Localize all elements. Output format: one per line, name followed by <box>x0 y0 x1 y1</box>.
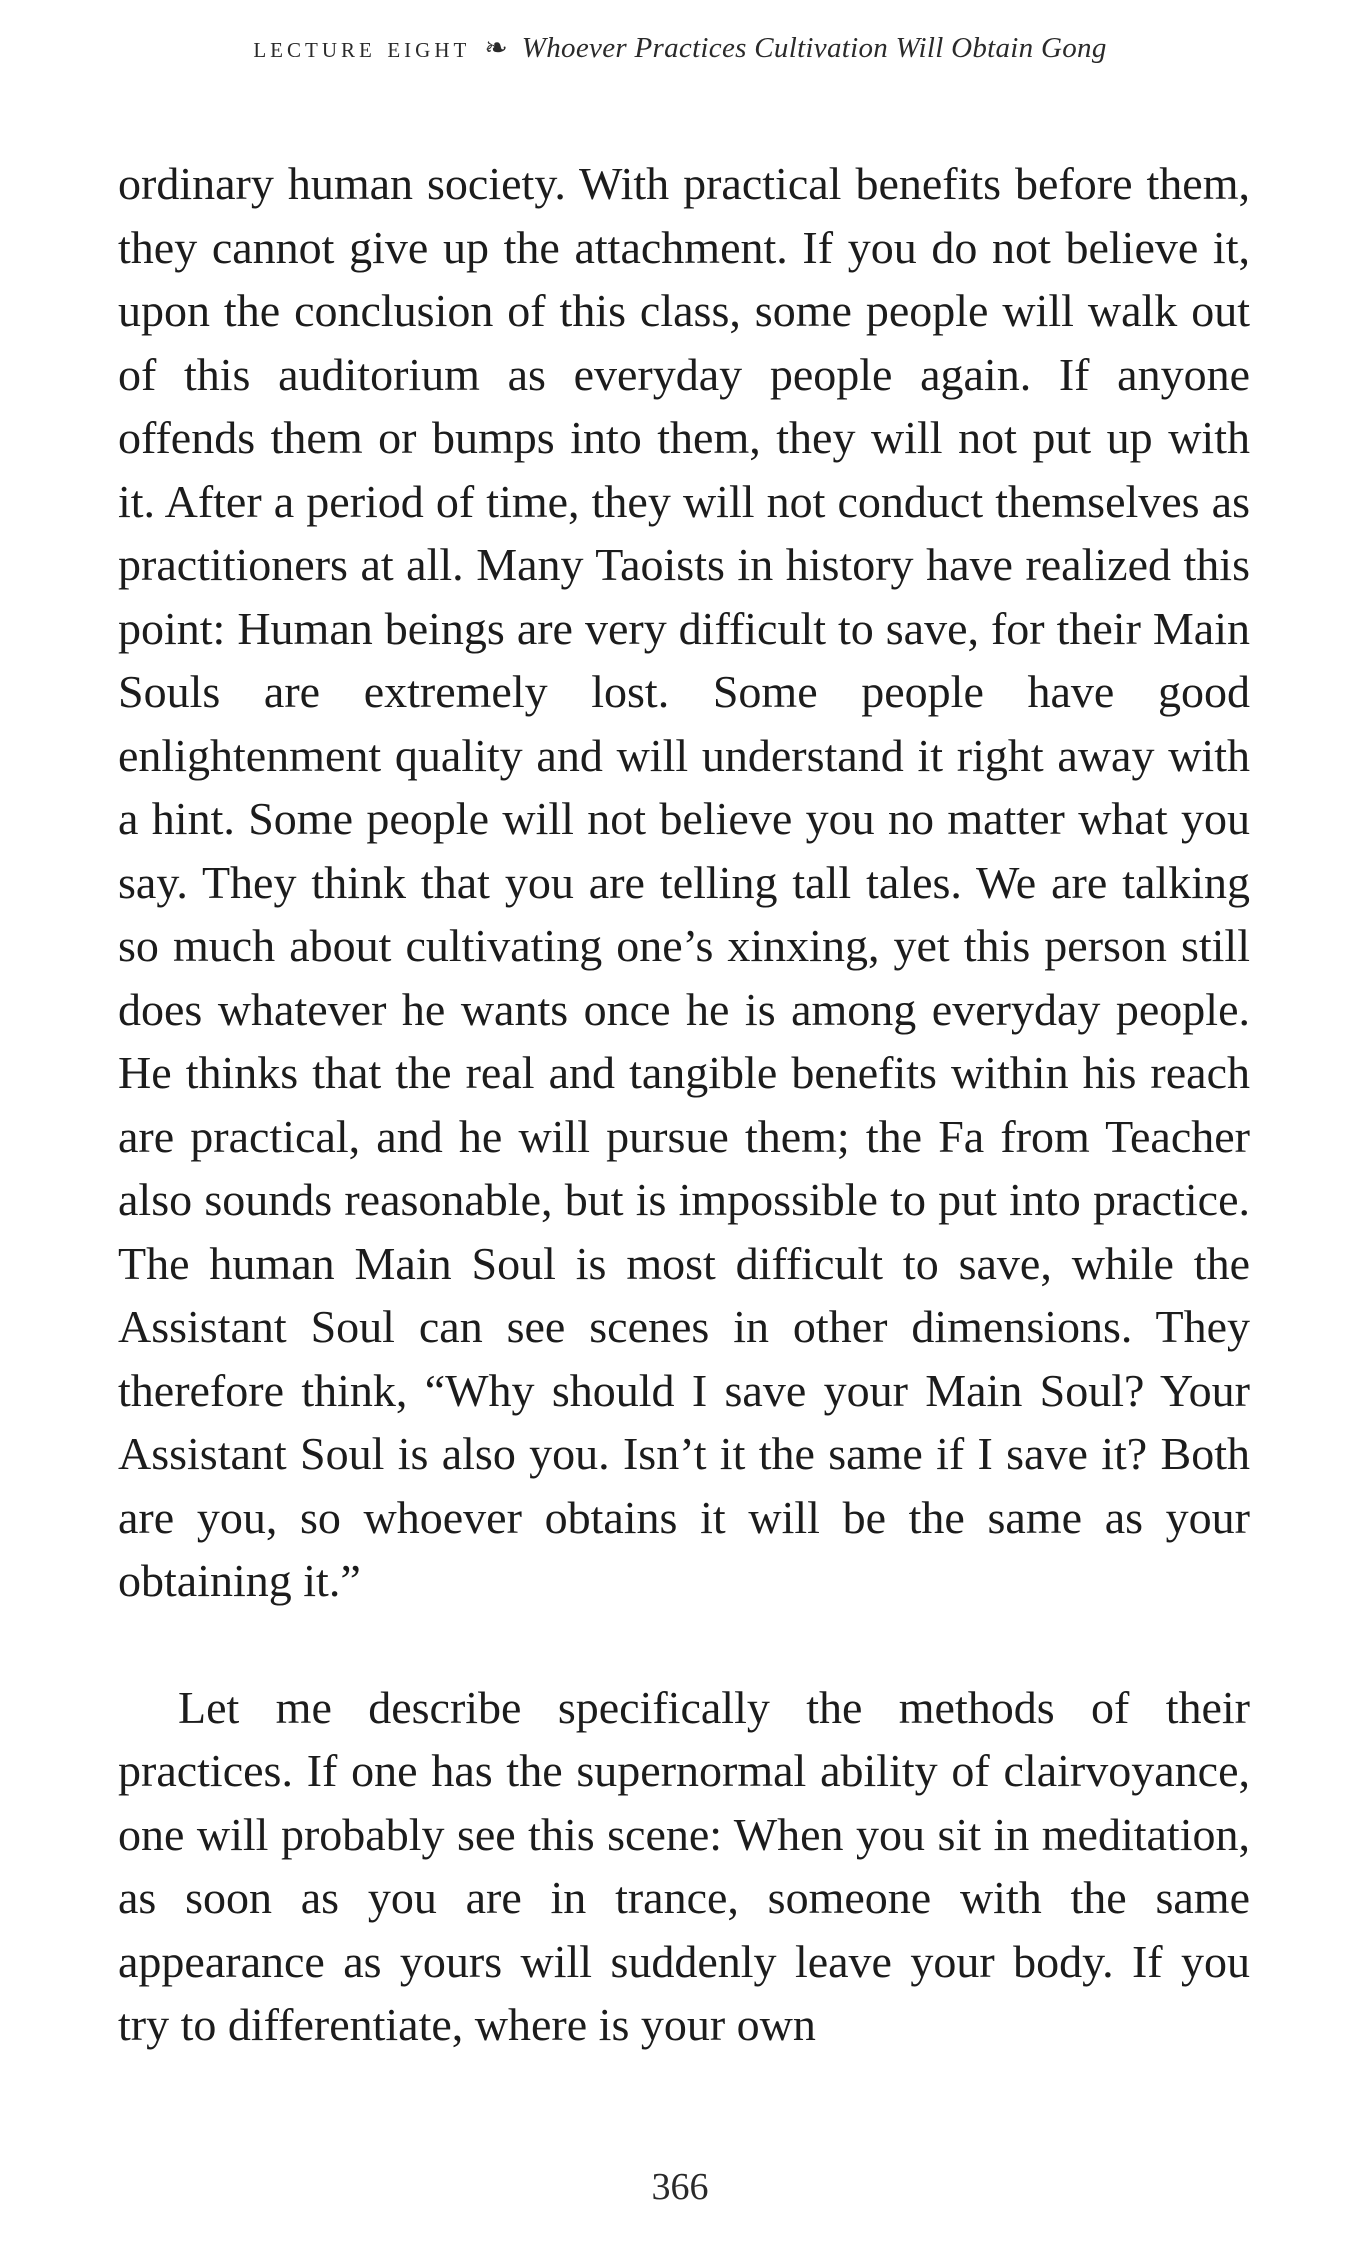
running-header <box>0 28 1360 69</box>
chapter-label: lecture eight <box>253 31 471 64</box>
paragraph-continued: ordinary human society. With practical benefits before them, they cannot give up the attachment. If you do not believe it, upon the conclusion of this class, some people will walk out of this auditorium as everyday people again. If anyone offends them or bumps into them, they will not put up with it. After a period of time, they will not conduct themselves as practitioners at all. Many Taoists in history have realized this point: Human beings are very difficult to save, for their Main Souls are extremely lost. Some people have good enlightenment quality and will understand it right away with a hint. Some people will not believe you no matter what you say. They think that you are telling tall tales. We are talking so much about cultivating one’s xinxing, yet this person still does whatever he wants once he is among everyday people. He thinks that the real and tangible benefits within his reach are practical, and he will pursue them; the Fa from Teacher also sounds reasonable, but is impossible to put into practice. The human Main Soul is most difficult to save, while the Assistant Soul can see scenes in other dimensions. They therefore think, “Why should I save your Main Soul? Your Assistant Soul is also you. Isn’t it the same if I save it? Both are you, so whoever obtains it will be the same as your obtaining it.” <box>118 158 1250 1606</box>
floral-heart-icon: ❧ <box>484 33 508 64</box>
page-number: 366 <box>651 2166 709 2208</box>
body-text <box>118 152 1250 2057</box>
chapter-title: Whoever Practices Cultivation Will Obtain Gong <box>521 32 1107 64</box>
paragraph-methods: Let me describe specifically the methods of their practices. If one has the supernormal ability of clairvoyance, one will probably see this scene: When you sit in meditation, as soon as you are in trance, someone with the same appearance as yours will suddenly leave your body. If you try to differentiate, where is your own <box>118 1681 1250 2050</box>
